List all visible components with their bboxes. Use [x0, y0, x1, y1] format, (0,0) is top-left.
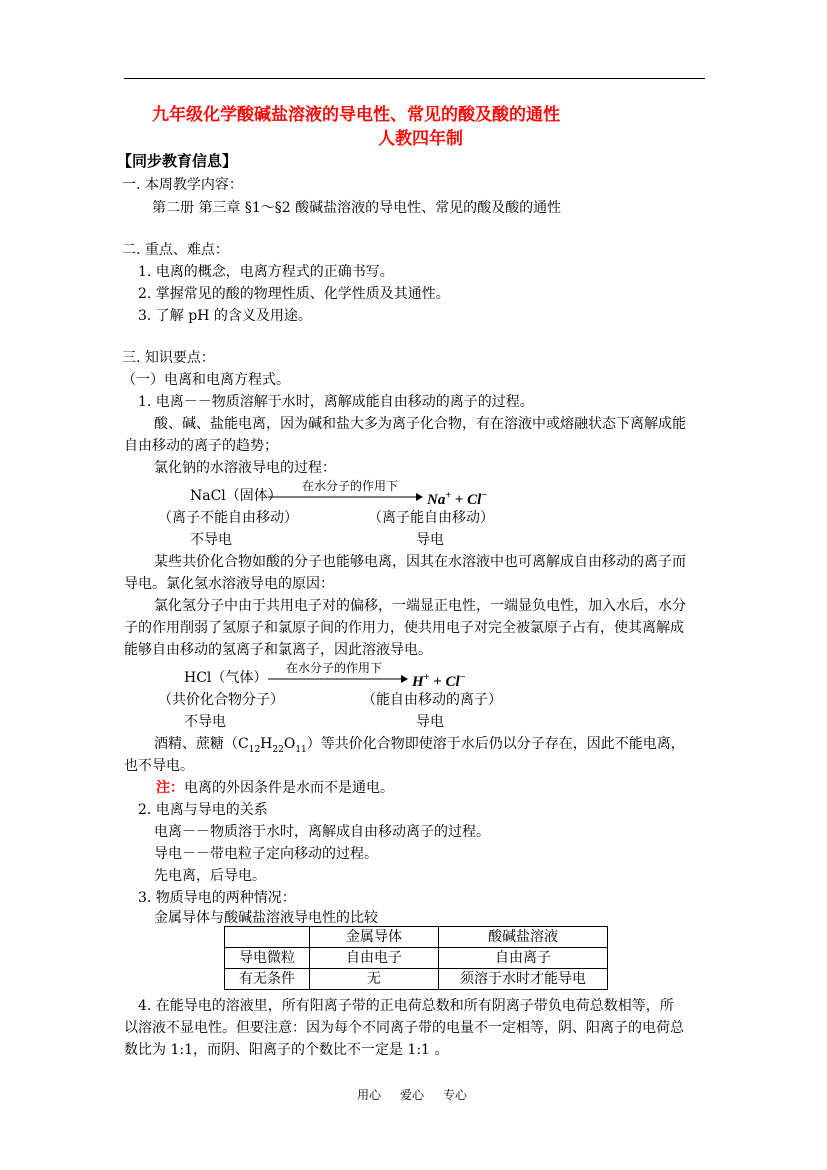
eq2-left-note: （共价化合物分子） [158, 692, 284, 708]
p6-sub-o: 11 [295, 744, 307, 755]
s3-p4a: 某些共价化合物如酸的分子也能够电离，因其在水溶液中也可离解成自由移动的离子而 [154, 554, 686, 570]
s3-p5a: 氯化氢分子中由于共用电子对的偏移，一端显正电性，一端显负电性，加入水后，水分 [154, 598, 686, 614]
table-row [225, 948, 608, 969]
s1-heading: 一. 本周教学内容： [122, 177, 243, 193]
p6-pre: 酒精、蔗糖（C [154, 736, 249, 752]
eq2-join: + [433, 674, 442, 690]
eq1-left: NaCl（固体） [190, 488, 282, 504]
footer-word-3: 专心 [443, 1088, 468, 1102]
s3-p7: 2. 电离与导电的关系 [138, 802, 268, 818]
eq2-arrow-label: 在水分子的作用下 [286, 661, 383, 675]
eq1-left-note: （离子不能自由移动） [158, 510, 298, 526]
eq1-arrow-icon [268, 492, 423, 502]
eq2-anion: Cl [445, 674, 460, 690]
table-header-cell [225, 927, 310, 948]
doc-title: 九年级化学酸碱盐溶液的导电性、常见的酸及酸的通性 [152, 105, 560, 125]
eq2-right-cond: 导电 [416, 714, 444, 730]
s3-p3: 氯化钠的水溶液导电的过程： [154, 460, 336, 476]
s3-sub1: （一）电离和电离方程式。 [122, 372, 290, 388]
table-cell: 无 [310, 969, 439, 990]
eq1-anion: Cl [467, 492, 482, 508]
s3-p8: 电离－－物质溶于水时，离解成自由移动离子的过程。 [154, 824, 490, 840]
table-header-cell: 金属导体 [310, 927, 439, 948]
eq2-products [412, 668, 466, 692]
s3-p11: 3. 物质导电的两种情况： [138, 890, 296, 906]
s3-p12: 金属导体与酸碱盐溶液导电性的比较 [154, 910, 378, 926]
eq2-cation: H [412, 674, 424, 690]
p6-sub-h: 22 [272, 744, 284, 755]
s3-p1: 1. 电离－－物质溶解于水时，离解成能自由移动的离子的过程。 [138, 394, 534, 410]
note-text: 电离的外因条件是水而不是通电。 [184, 780, 394, 796]
eq1-cation-charge: + [445, 490, 452, 501]
p6-post: ）等共价化合物即使溶于水后仍以分子存在，因此不能电离， [306, 736, 685, 752]
eq1-anion-charge: − [481, 490, 488, 501]
s2-item-2: 2. 掌握常见的酸的物理性质、化学性质及其通性。 [138, 286, 450, 302]
eq1-left-cond: 不导电 [190, 532, 232, 548]
eq2-cation-charge: + [423, 672, 430, 683]
eq1-arrow-label: 在水分子的作用下 [302, 479, 399, 493]
table-cell: 自由离子 [439, 948, 608, 969]
s3-p5c: 能够自由移动的氢离子和氯离子，因此溶液导电。 [124, 642, 432, 658]
s1-content: 第二册 第三章 §1～§2 酸碱盐溶液的导电性、常见的酸及酸的通性 [152, 200, 562, 216]
s3-p4b: 导电。氯化氢水溶液导电的原因： [124, 576, 334, 592]
s3-p13c: 数比为 1:1，而阴、阳离子的个数比不一定是 1:1 。 [124, 1042, 449, 1058]
doc-subtitle: 人教四年制 [378, 129, 463, 149]
eq1-products [427, 486, 487, 510]
p6-o: O [283, 736, 296, 752]
eq2-left-cond: 不导电 [184, 714, 226, 730]
s2-heading: 二. 重点、难点： [122, 242, 229, 258]
s3-p6 [154, 734, 685, 760]
table-row [225, 969, 608, 990]
eq1-right-cond: 导电 [416, 532, 444, 548]
eq1-cation: Na [427, 492, 446, 508]
p6-sub-c: 12 [248, 744, 261, 755]
s3-p2a: 酸、碱、盐能电离，因为碱和盐大多为离子化合物，有在溶液中或熔融状态下离解成能 [154, 416, 686, 432]
section-header: 【同步教育信息】 [117, 152, 238, 170]
eq2-left: HCl（气体） [184, 670, 268, 686]
s3-p10: 先电离，后导电。 [154, 868, 266, 884]
eq2-anion-charge: − [459, 672, 466, 683]
s3-p13b: 以溶液不显电性。但要注意：因为每个不同离子带的电量不一定相等，阴、阳离子的电荷总 [124, 1020, 684, 1036]
table-cell: 导电微粒 [225, 948, 310, 969]
p6-h: H [260, 736, 273, 752]
s3-p5b: 子的作用削弱了氢原子和氯原子间的作用力，使共用电子对完全被氯原子占有，使其离解成 [124, 620, 684, 636]
eq1-right-note: （离子能自由移动） [368, 510, 494, 526]
header-rule [124, 78, 705, 79]
s3-p13a: 4. 在能导电的溶液里，所有阳离子带的正电荷总数和所有阴离子带负电荷总数相等，所 [138, 998, 674, 1014]
table-cell: 自由电子 [310, 948, 439, 969]
footer-word-2: 爱心 [400, 1088, 425, 1102]
s3-p2b: 自由移动的离子的趋势； [124, 438, 278, 454]
table-cell: 须溶于水时才能导电 [439, 969, 608, 990]
eq2-right-note: （能自由移动的离子） [362, 692, 502, 708]
table-header-row [225, 927, 608, 948]
eq2-arrow-icon [268, 674, 408, 684]
s3-note [156, 778, 394, 798]
s2-item-1: 1. 电离的概念，电离方程式的正确书写。 [138, 264, 394, 280]
table-header-cell: 酸碱盐溶液 [439, 927, 608, 948]
table-cell: 有无条件 [225, 969, 310, 990]
s2-item-3: 3. 了解 pH 的含义及用途。 [138, 308, 312, 324]
footer-word-1: 用心 [357, 1088, 382, 1102]
s3-p9: 导电－－带电粒子定向移动的过程。 [154, 846, 378, 862]
comparison-table [224, 926, 608, 990]
s3-heading: 三. 知识要点： [122, 350, 215, 366]
note-label: 注： [156, 780, 184, 796]
s3-p6b: 也不导电。 [124, 758, 194, 774]
eq1-join: + [454, 492, 464, 508]
